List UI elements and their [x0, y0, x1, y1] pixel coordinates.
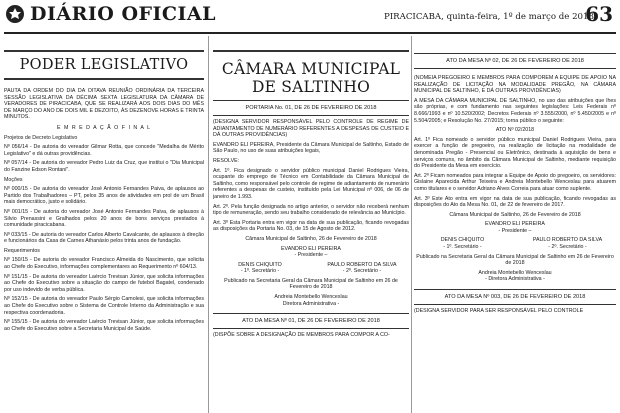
section-rule — [213, 328, 409, 329]
portaria-preamble: EVANDRO ELI PEREIRA, Presidente da Câmara Municipal de Saltinho, Estado de São Paulo, no uso de suas atribuições legais, — [213, 141, 409, 155]
list-item: Nº 056/14 - De autoria do vereador Gilmar Rotta, que concede "Medalha de Mérito Legislativo" e dá outras providências. — [4, 144, 204, 157]
ato-subject: (NOMEIA PREGOEIRO E MEMBROS PARA COMPOREM A EQUIPE DE APOIO NA REALIZAÇÃO DE LICITAÇÃO NA MODALIDADE PREGÃO, NA CÂMARA MUNICIPAL DE SALTINHO, E DÁ OUTRAS PROVIDÊNCIAS) — [414, 75, 616, 95]
resolve-label: RESOLVE: — [213, 157, 240, 164]
ato-preamble: A MESA DA CÂMARA MUNICIPAL DE SALTINHO, no uso das atribuições que lhes são próprias, e com fundamento nas seguintes legislações: Leis Federais nº 8.666/1993 e nº 10.520/2002; Decretos Federais nº 3.555/2000, nº 5.450/2005 e nº 5.504/2005; e Resolução No. 27/2015; torna público o seguinte: — [414, 97, 616, 124]
signatory-role: - 1º. Secretário - — [443, 244, 482, 251]
portaria-subject: (DESIGNA SERVIDOR RESPONSÁVEL PELO CONTROLE DE REGIME DE ADIANTAMENTO DE NUMERÁRIO REFERENTES A DESPESAS DE CUSTEIO E DÁ OUTRAS PROVIDÊNCIAS) — [213, 119, 409, 139]
signatory-name: PAULO ROBERTO DA SILVA — [327, 261, 397, 268]
column-legislativo — [4, 36, 204, 413]
article: Art. 1º. Fica designado o servidor público municipal Daniel Rodrigues Vieira, ocupante do emprego de Técnico em Contabilidade da Câmara Municipal de Saltinho, como responsável pelo controle de regime de adiantamento de numerário referentes a despesas de custeio, instituído pela Lei Municipal nº 006, de 06 de janeiro de 1.993. — [213, 167, 409, 200]
portaria-heading: PORTARIA No. 01, DE 26 DE FEVEREIRO DE 2018 — [245, 105, 377, 111]
column-divider — [411, 36, 412, 413]
coat-of-arms-icon — [6, 5, 24, 23]
article: Art. 3º Este Ato entra em vigor na data de sua publicação, ficando revogadas as disposições do Ato da Mesa No. 01, de 22 de fevereiro de 2017. — [414, 195, 616, 209]
column-atos-mesa — [414, 36, 616, 413]
signatory-name: Andreia Montebello Wenceslau — [274, 294, 348, 301]
section-rule — [4, 50, 204, 52]
chamber-title — [213, 60, 409, 96]
section-rule — [213, 50, 409, 52]
list-item: Nº 150/15 - De autoria do vereador Francisco Almeida do Nascimento, que solicita ao Chefe do Executivo, informações complementares ao Requerimento nº 604/13. — [4, 257, 204, 271]
signatory-name: DENIS CHIQUITO — [238, 261, 282, 268]
article: Art. 3º Esta Portaria entra em vigor na data de sua publicação, ficando revogadas as disposições da Portaria No. 03, de 15 de Agosto de 2012. — [213, 219, 409, 233]
section-rule — [213, 313, 409, 314]
section-rule — [4, 78, 204, 80]
list-item: Nº 000/15 - De autoria do vereador José Antonio Fernandes Paiva, de aplausos ao Partido dos Trabalhadores – PT, pelos 35 anos de atividades em prol de um Brasil mais democrático, justo e solidário. — [4, 186, 204, 206]
signatory-role: - Diretora Administrativa - — [485, 276, 545, 283]
subheading-requerimentos: Requerimentos — [4, 247, 40, 254]
list-item: Nº 151/15 - De autoria do vereador Laércio Trevisan Júnior, que solicita informações ao Chefe do Executivo sobre a situação do campo de futebol Bagatel, condenado por uso indevido de verba pública. — [4, 273, 204, 293]
ato-number: ATO Nº 02/2018 — [495, 127, 535, 134]
signatory-role: - 2º. Secretário - — [548, 244, 587, 251]
signatory-name: DENIS CHIQUITO — [440, 237, 485, 244]
section-title: PODER LEGISLATIVO — [19, 57, 189, 73]
article: Art. 2º Ficam nomeados para integrar a Equipe de Apoio do pregoeiro, os servidores: Gislaine Aparecida Arthur Teixeira e Andreia Montebello Wenceslau para atuarem como titulares e o servidor Adriano Alves Correia para atuar como suplente. — [414, 172, 616, 192]
list-item: Nº 152/15 - De autoria do vereador Paulo Sérgio Camolesi, que solicita informações ao Chefe do Executivo sobre o Sistema de Controle Interno da Administração e sua respectiva coordenadoria. — [4, 296, 204, 316]
signatory-role: - Presidente – — [498, 227, 532, 234]
issue-date: PIRACICABA, quinta-feira, 1º de março de 2018 — [384, 12, 594, 22]
place-date: Câmara Municipal de Saltinho, 26 de Fevereiro de 2018 — [449, 211, 581, 218]
chamber-title-line2: DE SALTINHO — [252, 78, 370, 96]
section-rule — [414, 289, 616, 290]
section-rule — [414, 53, 616, 54]
ato-subject: (DESIGNA SERVIDOR PARA SER RESPONSÁVEL PELO CONTROLE — [414, 308, 584, 315]
section-rule — [213, 115, 409, 116]
column-camara-saltinho — [213, 36, 409, 413]
publication-note: Publicado na Secretaria Geral da Câmara Municipal de Saltinho em 26 de Fevereiro de 2018 — [224, 277, 398, 291]
masthead — [0, 0, 620, 36]
article: Art. 2º. Pela função designada no artigo anterior, o servidor não receberá nenhum tipo de remuneração, sendo seu trabalho considerado de relevância ao Município. — [213, 203, 409, 217]
signatures-row — [414, 237, 616, 250]
signatory-name: PAULO ROBERTO DA SILVA — [532, 237, 603, 244]
article: Art. 1º Fica nomeado o servidor público municipal Daniel Rodrigues Vieira, para exercer a função de pregoeiro, na realização de licitação na modalidade de denominada Pregão - Presencial ou Eletrônico, destinada à aquisição de bens e serviços comuns, no âmbito da Câmara Municipal de Saltinho, mediante requisição do Presidente da Mesa em exercício. — [414, 136, 616, 170]
newspaper-title: DIÁRIO OFICIAL — [30, 3, 216, 25]
subheading-mocoes: Moções — [4, 176, 23, 183]
ato-heading: ATO DA MESA Nº 003, DE 26 DE FEVEREIRO DE 2018 — [444, 294, 586, 301]
signatures-row — [213, 262, 409, 275]
signatory-name: EVANDRO ELI PEREIRA — [485, 221, 545, 228]
section-rule — [414, 68, 616, 69]
ato-heading: ATO DA MESA Nº 02, DE 26 DE FEVEREIRO DE 2018 — [446, 58, 584, 64]
list-item: Nº 001/15 - De autoria do vereador José Antonio Fernandes Paiva, de aplausos à Silvio Prenassini e Gralhados pelos 20 anos de bons serviços prestados à comunidade piracicabana. — [4, 208, 204, 229]
signatory-role: - Presidente – — [294, 252, 328, 259]
redacao-final-heading: E M R E D A Ç Ã O F I N A L — [56, 124, 152, 131]
signatory-role: Diretora Administrativa - — [282, 300, 340, 307]
subheading-projetos: Projetos de Decreto Legislativo — [4, 134, 78, 141]
section-rule — [213, 100, 409, 101]
place-date: Câmara Municipal de Saltinho, 26 de Fevereiro de 2018 — [245, 235, 377, 242]
signatory-role: - 2º. Secretário - — [342, 268, 382, 275]
signatory-name: Andreia Montebello Wenceslau — [478, 269, 552, 276]
list-item: Nº 057/14 - De autoria do vereador Pedro Luiz da Cruz, que institui o "Dia Municipal do Fanzine Edson Rontani". — [4, 160, 204, 173]
list-item: Nº 155/15 - De autoria do vereador Laércio Trevisan Júnior, que solicita informações ao Chefe do Executivo sobre a Secretaria Municipal de Saúde. — [4, 319, 204, 332]
signatory-role: - 1º. Secretário - — [240, 268, 280, 275]
chamber-title-line1: CÂMARA MUNICIPAL — [221, 60, 401, 78]
page-number: 63 — [585, 2, 613, 26]
ato-heading: ATO DA MESA Nº 01, DE 26 DE FEVEREIRO DE 2018 — [242, 318, 380, 325]
section-rule — [414, 304, 616, 305]
publication-note: Publicado na Secretaria Geral da Câmara Municipal de Saltinho em 26 de Fevereiro de 2018 — [416, 253, 614, 267]
agenda-intro: PAUTA DA ORDEM DO DIA DA OITAVA REUNIÃO ORDINÁRIA DA TERCEIRA SESSÃO LEGISLATIVA DA DÉCIMA SEXTA LEGISLATURA DA CÂMARA DE VERADORES DE PIRACICABA, QUE SE REALIZARÁ AOS DOIS DIAS DO MÊS DE MARÇO DO ANO DE DOIS MIL E DEZOITO, ÀS DEZENOVE HORAS E TRINTA MINUTOS. — [4, 88, 204, 121]
column-divider — [208, 36, 209, 413]
signatory-name: EVANDRO ELI PEREIRA — [281, 245, 341, 252]
ato-subject: (DISPÕE SOBRE A DESIGNAÇÃO DE MEMBROS PARA COMPOR A CO- — [213, 332, 390, 339]
list-item: Nº 033/15 - De autoria do vereador Carlos Alberto Cavalcante, de aplausos à direção e funcionários da Casa de Carnes Athanásio pelos trinta anos de fundação. — [4, 231, 204, 245]
masthead-rule — [4, 32, 616, 34]
